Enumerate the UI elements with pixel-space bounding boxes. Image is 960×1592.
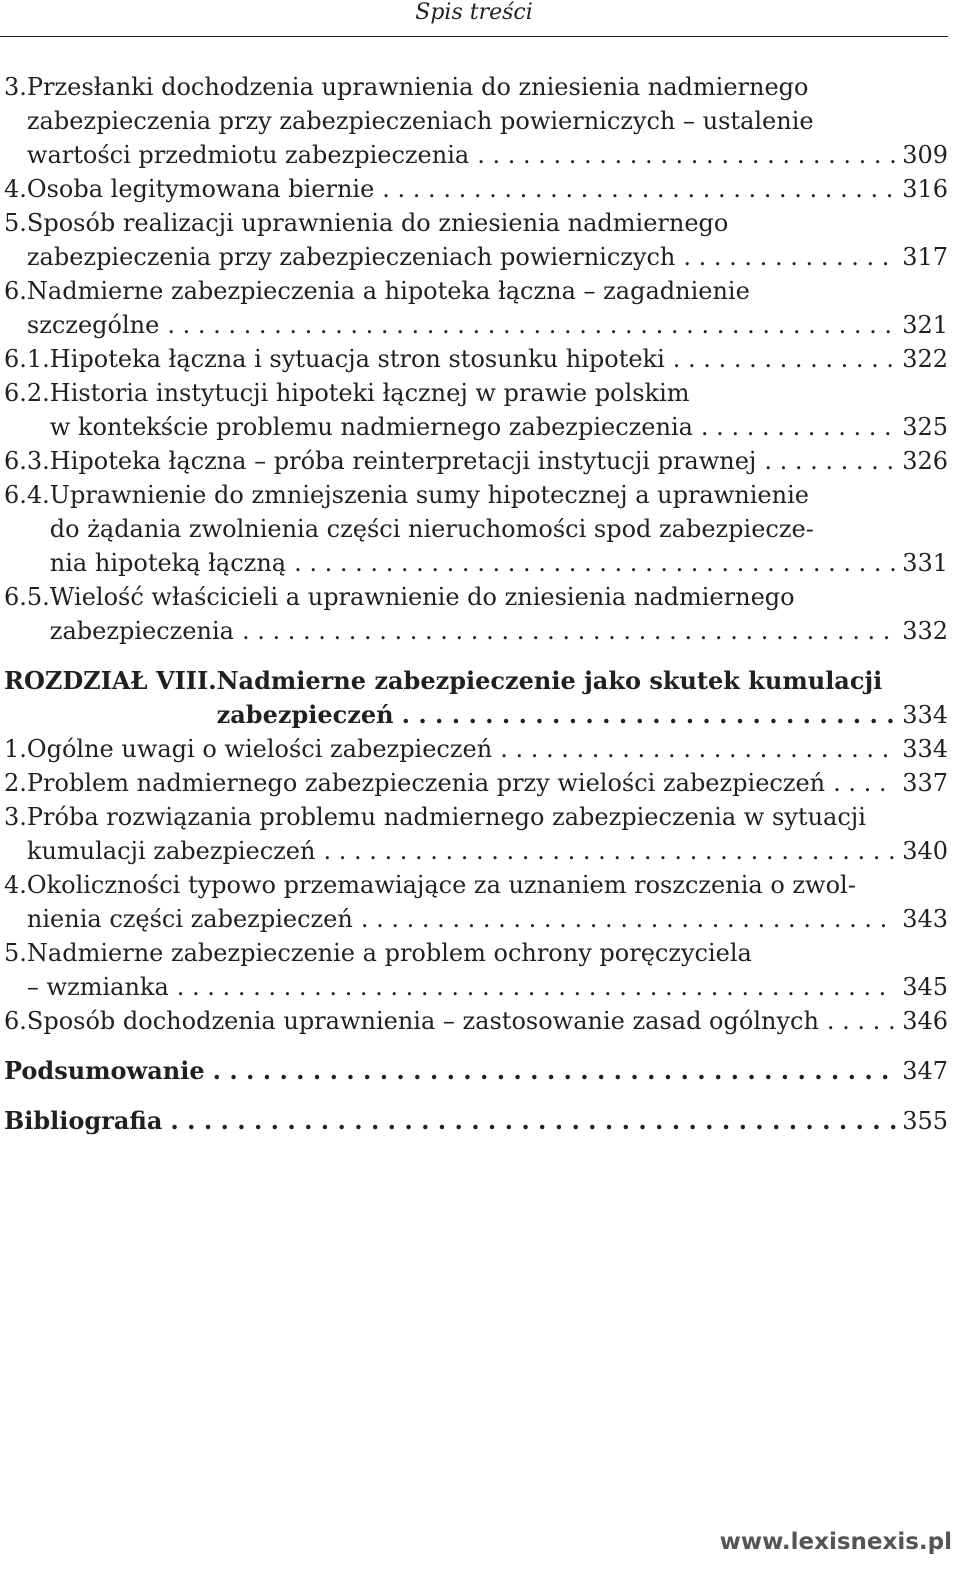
toc-entry-title-line: zabezpieczenia [49,617,234,645]
toc-entry-page: 309 [902,141,948,169]
toc-entry [4,172,948,206]
dot-leader [353,902,896,936]
toc-entry-title-line: Nadmierne zabezpieczenie jako skutek kumulacji [216,666,883,695]
toc-entry-page: 322 [902,345,948,373]
toc-entry-number: 5. [4,209,27,237]
toc-entry-number: 6.4. [4,481,50,509]
toc-entry-page: 346 [902,1007,948,1035]
toc-entry-title-line: zabezpieczenia przy zabezpieczeniach powierniczych [26,243,676,271]
toc-entry-number: 5. [4,939,27,967]
toc-entry-title-line: Okoliczności typowo przemawiające za uznaniem roszczenia o zwol- [26,871,856,899]
toc-entry-number: 2. [4,769,27,797]
toc-entry-number: 6.1. [4,345,50,373]
toc-entry [4,766,948,800]
toc-entry-page: 347 [902,1057,948,1085]
toc-entry-title-line: Wielość właścicieli a uprawnienie do zniesienia nadmiernego [49,583,795,611]
toc-entry-number: 3. [4,73,27,101]
dot-leader [286,546,896,580]
toc-entry-number: 3. [4,803,27,831]
toc-entry [4,936,948,1004]
toc-entry-page: 334 [902,701,948,729]
toc-entry-title-line: Podsumowanie [4,1056,205,1085]
dot-leader [374,172,896,206]
dot-leader [825,766,896,800]
toc-entry-page: 337 [902,769,948,797]
toc-entry-title-line: nienia części zabezpieczeń [26,905,353,933]
toc-entry [4,376,948,444]
toc-entry-number: 6.5. [4,583,50,611]
dot-leader [234,614,896,648]
toc-entry [4,274,948,342]
dot-leader [665,342,896,376]
toc-entry-title-line: Historia instytucji hipoteki łącznej w prawie polskim [49,379,690,407]
dot-leader [819,1004,896,1038]
toc-entry [4,1104,948,1138]
toc-entry-title-line: – wzmianka [26,973,169,1001]
dot-leader [205,1054,896,1088]
toc-entry-title-line: zabezpieczeń [216,700,394,729]
toc-entry-title-line: nia hipoteką łączną [49,549,287,577]
dot-leader [169,970,896,1004]
toc-entry-page: 343 [902,905,948,933]
toc-entry [4,1004,948,1038]
toc-entry-page: 334 [902,735,948,763]
toc-entry-number: 6. [4,1007,27,1035]
toc-entry-title-line: do żądania zwolnienia części nieruchomości spod zabezpiecze- [49,515,814,543]
running-header [0,0,948,37]
toc-entry-page: 325 [902,413,948,441]
toc-entry-page: 340 [902,837,948,865]
toc-entry-page: 321 [902,311,948,339]
toc-entry-number: 6.3. [4,447,50,475]
toc-entry-title-line: kumulacji zabezpieczeń [26,837,316,865]
toc-entry [4,800,948,868]
toc-entry [4,342,948,376]
toc-entry-page: 345 [902,973,948,1001]
toc-entry [4,70,948,172]
dot-leader [394,698,896,732]
toc-entry-title-line: Uprawnienie do zmniejszenia sumy hipotecznej a uprawnienie [49,481,809,509]
dot-leader [162,1104,896,1138]
toc-entry-title-line: Przesłanki dochodzenia uprawnienia do zniesienia nadmiernego [26,73,809,101]
toc-entry-title-line: Nadmierne zabezpieczenia a hipoteka łączna – zagadnienie [26,277,750,305]
toc-entry-page: 317 [902,243,948,271]
toc-entry-title-line: Ogólne uwagi o wielości zabezpieczeń [26,735,493,763]
publisher-url: www.lexisnexis.pl [719,1529,952,1555]
toc-entry-title-line: Problem nadmiernego zabezpieczenia przy wielości zabezpieczeń [26,769,826,797]
header-title: Spis treści [415,0,533,25]
toc-entry-title-line: Hipoteka łączna i sytuacja stron stosunku hipoteki [49,345,665,373]
toc-entry-title-line: Sposób dochodzenia uprawnienia – zastosowanie zasad ogólnych [26,1007,819,1035]
toc-entry-title-line: Sposób realizacji uprawnienia do zniesienia nadmiernego [26,209,729,237]
toc-entry-page: 326 [902,447,948,475]
toc-entry-number: ROZDZIAŁ VIII. [4,666,217,695]
dot-leader [492,732,896,766]
toc-entry [4,206,948,274]
toc-entry-number: 1. [4,735,27,763]
dot-leader [756,444,896,478]
toc-entry [4,444,948,478]
toc-entry-page: 332 [902,617,948,645]
toc-entry [4,1054,948,1088]
toc-entry-title-line: zabezpieczenia przy zabezpieczeniach powierniczych – ustalenie [26,107,814,135]
dot-leader [693,410,896,444]
toc-entry [4,664,948,732]
toc-entry-title-line: w kontekście problemu nadmiernego zabezpieczenia [49,413,693,441]
toc-entry-number: 6. [4,277,27,305]
toc-entry-page: 331 [902,549,948,577]
dot-leader [675,240,896,274]
toc-entry-title-line: wartości przedmiotu zabezpieczenia [26,141,470,169]
toc-entry-number: 6.2. [4,379,50,407]
toc-entry-number: 4. [4,175,27,203]
toc-entry [4,580,948,648]
toc-entry [4,732,948,766]
toc-entry-title-line: szczególne [26,311,160,339]
toc-entry-number: 4. [4,871,27,899]
dot-leader [469,138,896,172]
toc-entry-title-line: Próba rozwiązania problemu nadmiernego zabezpieczenia w sytuacji [26,803,866,831]
toc-entry-title-line: Bibliografia [4,1106,163,1135]
toc-entry-title-line: Nadmierne zabezpieczenie a problem ochrony poręczyciela [26,939,752,967]
toc-entry-page: 316 [902,175,948,203]
dot-leader [315,834,896,868]
toc-entry [4,478,948,580]
dot-leader [159,308,896,342]
toc-entry-title-line: Hipoteka łączna – próba reinterpretacji instytucji prawnej [49,447,757,475]
toc-entry [4,868,948,936]
toc-entry-title-line: Osoba legitymowana biernie [26,175,375,203]
toc-entry-page: 355 [902,1107,948,1135]
table-of-contents [4,70,948,1138]
